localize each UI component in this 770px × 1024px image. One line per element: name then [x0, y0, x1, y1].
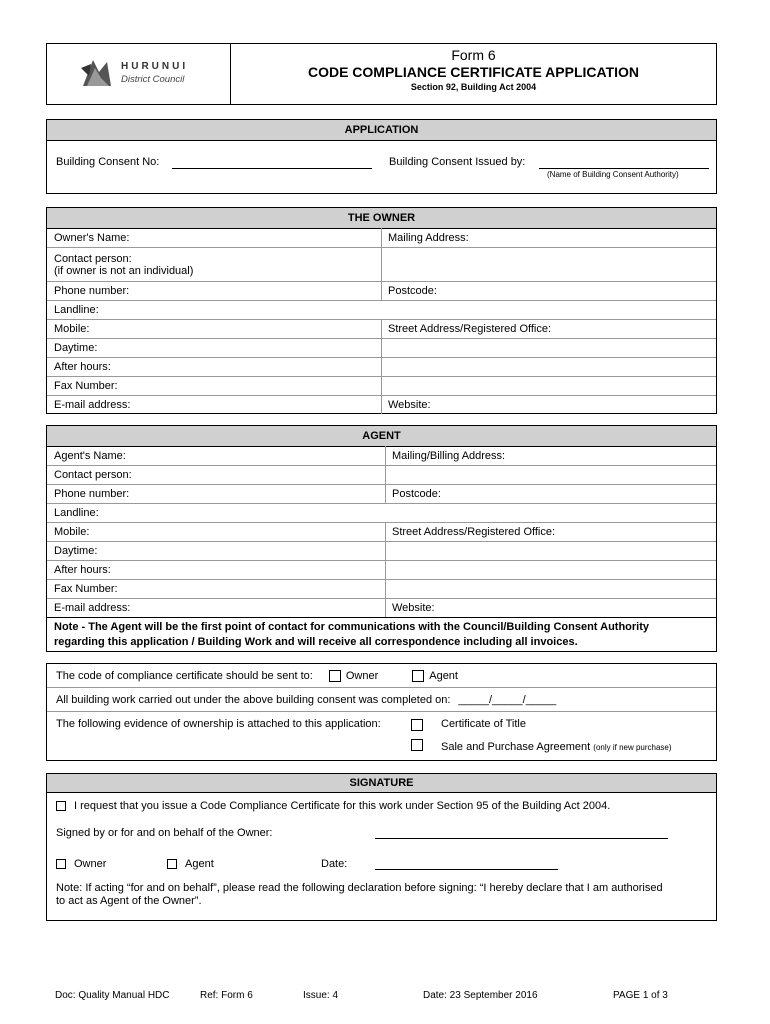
owner-postcode-label: Postcode:: [388, 285, 437, 297]
signature-date-field[interactable]: [375, 869, 558, 870]
owner-phone-label: Phone number:: [54, 285, 130, 297]
logo-cell: [47, 44, 231, 104]
agent-postcode-label: Postcode:: [392, 488, 441, 500]
agent-phone-label: Phone number:: [54, 488, 130, 500]
agent-section: [46, 425, 717, 652]
logo-name: HURUNUI: [121, 61, 189, 72]
evidence-row: [47, 712, 716, 760]
owner-daytime-label: Daytime:: [54, 342, 98, 354]
footer-ref: Ref: Form 6: [200, 990, 253, 1001]
agent-street-label: Street Address/Registered Office:: [392, 526, 556, 538]
agent-row-afterhours: [47, 560, 716, 579]
owner-row-phone: [47, 281, 716, 300]
signer-owner-option: [56, 858, 106, 870]
page-title: CODE COMPLIANCE CERTIFICATE APPLICATION: [307, 64, 640, 80]
owner-fax-label: Fax Number:: [54, 380, 118, 392]
certificate-label: Certificate of Title: [441, 718, 526, 730]
agent-row-contact: [47, 465, 716, 484]
agent-landline-label: Landline:: [54, 507, 99, 519]
sent-to-agent-checkbox[interactable]: [412, 670, 424, 682]
request-row: [56, 800, 610, 812]
sale-agreement-note: (only if new purchase): [593, 743, 672, 752]
signed-by-label: Signed by or for and on behalf of the Owner:: [56, 827, 273, 839]
owner-mobile-label: Mobile:: [54, 323, 90, 335]
agent-mailing-label: Mailing/Billing Address:: [392, 449, 506, 462]
signature-heading: SIGNATURE: [47, 774, 716, 793]
sent-to-label: The code of compliance certificate should be sent to:: [56, 669, 313, 682]
agent-row-mobile: [47, 522, 716, 541]
signature-note-line2: to act as Agent of the Owner”.: [56, 895, 202, 907]
footer-issue: Issue: 4: [303, 990, 339, 1001]
consent-no-label: Building Consent No:: [56, 156, 160, 168]
owner-row-contact: [47, 247, 716, 281]
signature-note: [56, 882, 663, 908]
form-header: [46, 43, 717, 105]
owner-row-landline: [47, 300, 716, 319]
agent-table: [47, 446, 716, 651]
footer-doc: Doc: Quality Manual HDC: [55, 990, 170, 1001]
signature-field[interactable]: [375, 838, 668, 839]
agent-daytime-label: Daytime:: [54, 545, 98, 557]
agent-website-label: Website:: [392, 602, 435, 614]
title-block: [231, 44, 716, 104]
consent-no-field[interactable]: [172, 168, 372, 169]
owner-name-label: Owner's Name:: [54, 231, 130, 244]
sent-to-row: [47, 664, 716, 688]
footer-page: PAGE 1 of 3: [613, 990, 668, 1001]
owner-landline-label: Landline:: [54, 304, 99, 316]
signature-section: [46, 773, 717, 921]
details-section: [46, 663, 717, 761]
agent-note: [47, 617, 716, 651]
owner-mailing-label: Mailing Address:: [388, 231, 469, 244]
footer: [0, 990, 770, 1004]
agent-afterhours-label: After hours:: [54, 564, 111, 576]
issued-by-field[interactable]: [539, 168, 709, 169]
owner-afterhours-label: After hours:: [54, 361, 111, 373]
owner-row-afterhours: [47, 357, 716, 376]
agent-row-phone: [47, 484, 716, 503]
owner-contact-sub: (if owner is not an individual): [54, 264, 194, 277]
completed-row: [47, 688, 716, 712]
signer-agent-checkbox[interactable]: [167, 859, 177, 869]
owner-street-label: Street Address/Registered Office:: [388, 323, 552, 335]
signature-note-line1: Note: If acting “for and on behalf”, please read the following declaration before signing: “I hereby declare that I am authorised: [56, 882, 663, 894]
page-subtitle: Section 92, Building Act 2004: [410, 82, 537, 92]
agent-row-name: [47, 446, 716, 465]
agent-email-label: E-mail address:: [54, 602, 131, 614]
application-heading: APPLICATION: [47, 120, 716, 141]
sent-to-owner-checkbox[interactable]: [329, 670, 341, 682]
owner-table: [47, 228, 716, 413]
owner-row-fax: [47, 376, 716, 395]
logo-subtitle: District Council: [121, 74, 185, 85]
sale-agreement-checkbox[interactable]: [411, 739, 423, 751]
sale-agreement-label: [441, 741, 672, 753]
signer-owner-checkbox[interactable]: [56, 859, 66, 869]
owner-contact-cell: [47, 248, 193, 281]
certificate-checkbox[interactable]: [411, 719, 423, 731]
agent-note-line2: regarding this application / Building Work and will receive all correspondence including all invoices.: [54, 636, 578, 648]
owner-contact-label: Contact person:: [54, 252, 132, 265]
completed-label: All building work carried out under the above building consent was completed on:: [56, 693, 451, 706]
application-section: [46, 119, 717, 194]
signer-owner-label: Owner: [74, 858, 107, 870]
owner-row-mobile: [47, 319, 716, 338]
sale-agreement-text: Sale and Purchase Agreement: [441, 741, 591, 753]
agent-row-fax: [47, 579, 716, 598]
owner-website-label: Website:: [388, 399, 431, 411]
owner-row-daytime: [47, 338, 716, 357]
agent-mobile-label: Mobile:: [54, 526, 90, 538]
agent-heading: AGENT: [47, 426, 716, 447]
owner-row-name: [47, 228, 716, 247]
request-text: I request that you issue a Code Compliance Certificate for this work under Section 95 of the Building Act 2004.: [74, 800, 611, 812]
footer-date: Date: 23 September 2016: [423, 990, 538, 1001]
evidence-label: The following evidence of ownership is attached to this application:: [56, 718, 381, 730]
agent-row-daytime: [47, 541, 716, 560]
agent-note-line1: Note - The Agent will be the first point of contact for communications with the Council/Building Consent Authority: [54, 621, 650, 633]
signature-date-label: Date:: [321, 858, 348, 870]
completed-date-field[interactable]: _____/_____/_____: [458, 693, 557, 706]
owner-heading: THE OWNER: [47, 208, 716, 229]
signer-agent-option: [167, 858, 214, 870]
agent-row-landline: [47, 503, 716, 522]
agent-fax-label: Fax Number:: [54, 583, 118, 595]
owner-email-label: E-mail address:: [54, 399, 131, 411]
sent-to-agent-label: Agent: [429, 669, 458, 682]
form-number: Form 6: [451, 47, 496, 63]
signer-agent-label: Agent: [185, 858, 214, 870]
hurunui-logo-icon: [79, 56, 115, 92]
sent-to-owner-label: Owner: [345, 669, 379, 682]
agent-contact-label: Contact person:: [54, 469, 132, 481]
authority-note: (Name of Building Consent Authority): [547, 170, 679, 179]
owner-row-email: [47, 395, 716, 414]
agent-name-label: Agent's Name:: [54, 449, 126, 462]
owner-section: [46, 207, 717, 414]
issued-by-label: Building Consent Issued by:: [389, 156, 526, 168]
request-checkbox[interactable]: [56, 801, 66, 811]
agent-row-email: [47, 598, 716, 617]
